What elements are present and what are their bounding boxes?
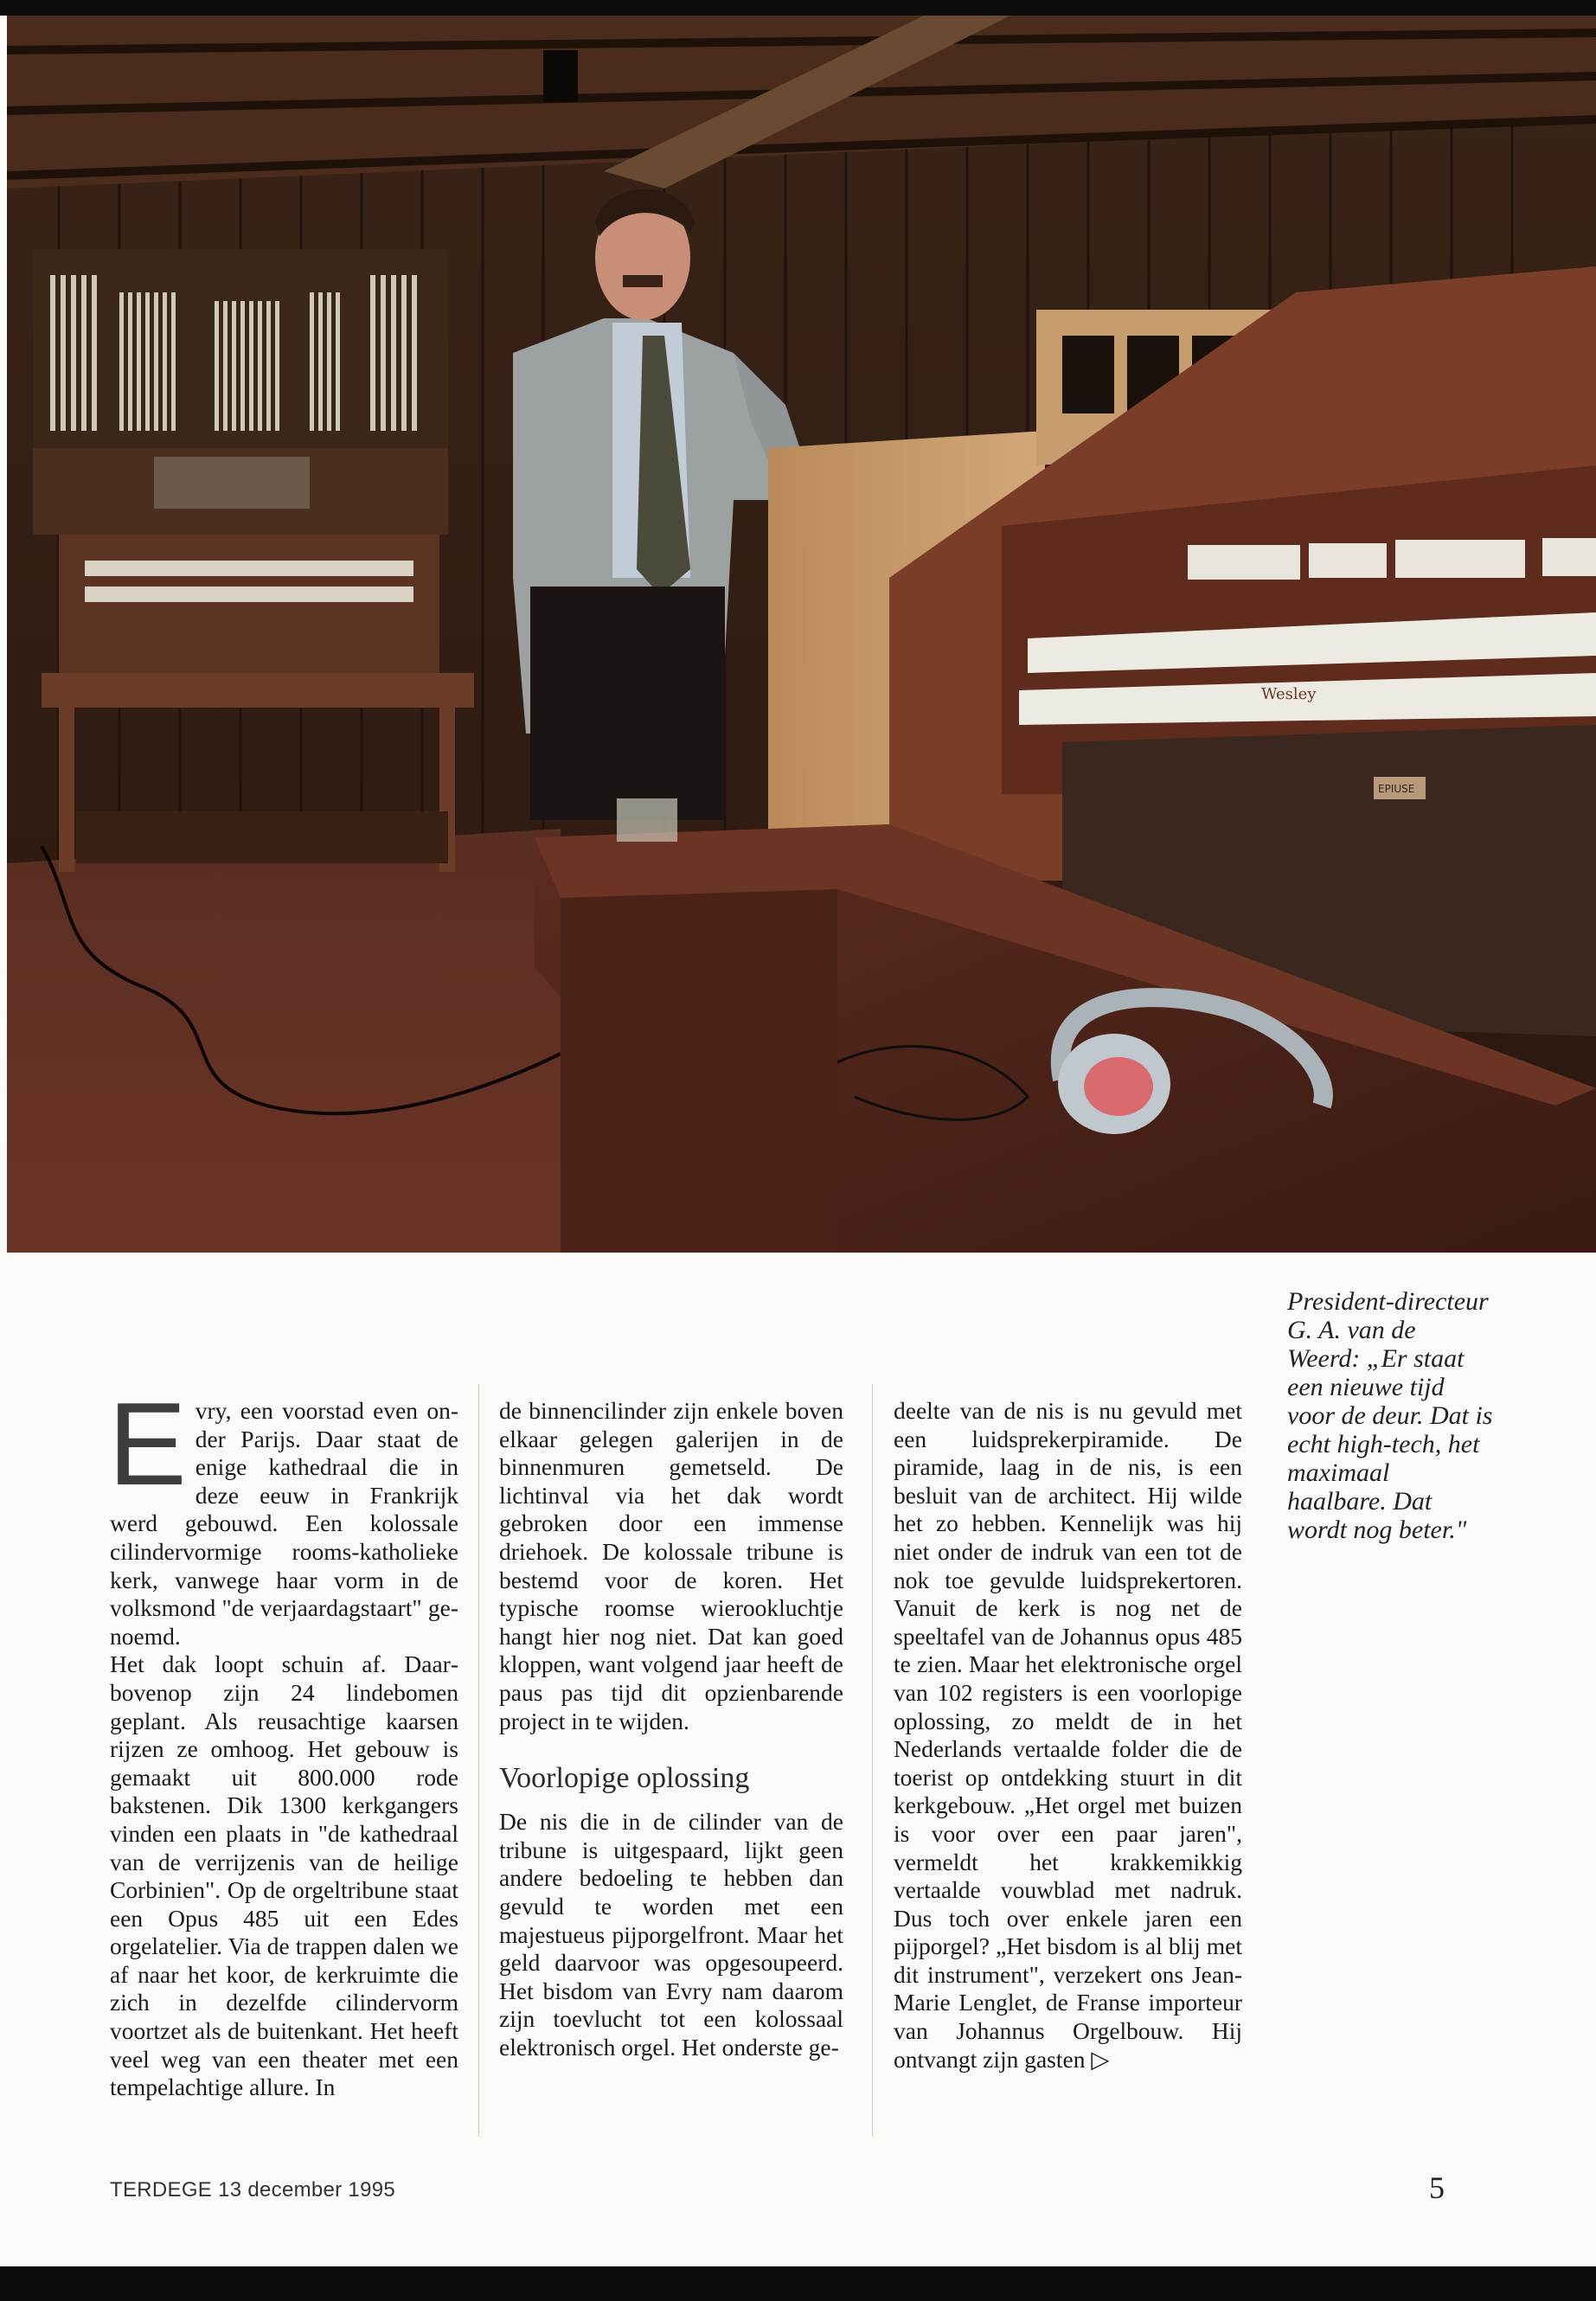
- paragraph: De nis die in de cilinder van de tribune is uitgespaard, lijkt geen andere bedoeling te hebben dan gevuld te worden met een majestueus pijporgelfront. Maar het geld daarvoor was opgesoupeerd. Het bisdom van Evry nam daarom zijn toevlucht tot een kolossaal elektronisch orgel. Het onderste ge-: [499, 1808, 843, 2061]
- article-column-2: [499, 1397, 843, 2061]
- paragraph: deelte van de nis is nu gevuld met een luidsprekerpiramide. De piramide, laag in de nis, is een besluit van de architect. Hij wilde het zo hebben. Kennelijk was hij niet onder de indruk van een tot de nok toe gevulde luidsprekertoren. Vanuit de kerk is nog net de speeltafel van de Johannus opus 485 te zien. Maar het elektronische orgel van 102 registers is een voorlopige oplossing, zo meldt de in het Nederlands vertaalde folder die de toerist op ontdekking stuurt in dit kerkgebouw. „Het orgel met buizen is voor over een paar jaren", vermeldt het krakkemikkig vertaalde vouwblad met nadruk. Dus toch over enkele jaren een pijporgel? „Het bisdom is al blij met dit instrument", verzekert ons Jean-Marie Lenglet, de Franse importeur van Johannus Orgelbouw. Hij ontvangt zijn gasten ▷: [894, 1397, 1242, 2073]
- paragraph: de binnencilinder zijn enkele boven elkaar gelegen galerijen in de binnenmuren gemetseld. De lichtinval via het dak wordt gebroken door een immense driehoek. De kolossale tribune is bestemd voor de koren. Het typische roomse wierookluchtje hangt hier nog niet. Dat kan goed kloppen, want volgend jaar heeft de paus pas tijd dit opzienbarende project in te wijden.: [499, 1397, 843, 1734]
- top-border: [0, 0, 1596, 16]
- paragraph: vry, een voorstad even onder Parijs. Daar staat de enige kathedraal die in deze eeuw in Frankrijk werd gebouwd. Een kolossale cilindervormige rooms-katholieke kerk, vanwege haar vorm in de volksmond "de verjaardagstaart" genoemd.: [110, 1397, 458, 1650]
- console-badge: EPIUSE: [1378, 783, 1415, 795]
- paragraph: Het dak loopt schuin af. Daarbovenop zijn 24 lindebomen geplant. Als reusachtige kaarsen rijzen ze omhoog. Het gebouw is gemaakt uit 800.000 rode bakstenen. Dik 1300 kerkgangers vinden een plaats in "de kathedraal van de verrijzenis van de heilige Corbinien". Op de orgeltribune staat een Opus 485 uit een Edes orgelatelier. Via de trappen dalen we af naar het koor, de kerkruimte die zich in dezelfde cilindervorm voortzet als de buitenkant. Het heeft veel weg van een theater met een tempelachtige allure. In: [110, 1650, 458, 2101]
- footer-publication: TERDEGE 13 december 1995: [110, 2178, 396, 2202]
- column-divider: [478, 1384, 479, 2137]
- article-column-3: [894, 1397, 1242, 2073]
- photo-caption: President-directeur G. A. van de Weerd: „Er staat een nieuwe tijd voor de deur. Dat is echt high-tech, het maximaal haalbare. Dat wordt nog beter.": [1287, 1287, 1493, 1544]
- article-column-1: [108, 1378, 458, 2102]
- column-divider: [872, 1384, 873, 2137]
- bottom-border: [0, 2266, 1596, 2301]
- console-nameplate: Wesley: [1261, 685, 1317, 703]
- subheading: Voorlopige oplossing: [499, 1762, 750, 1795]
- page-number: 5: [1429, 2170, 1445, 2205]
- dropcap: E: [108, 1378, 187, 1509]
- photo-organ-showroom: [7, 16, 1596, 1253]
